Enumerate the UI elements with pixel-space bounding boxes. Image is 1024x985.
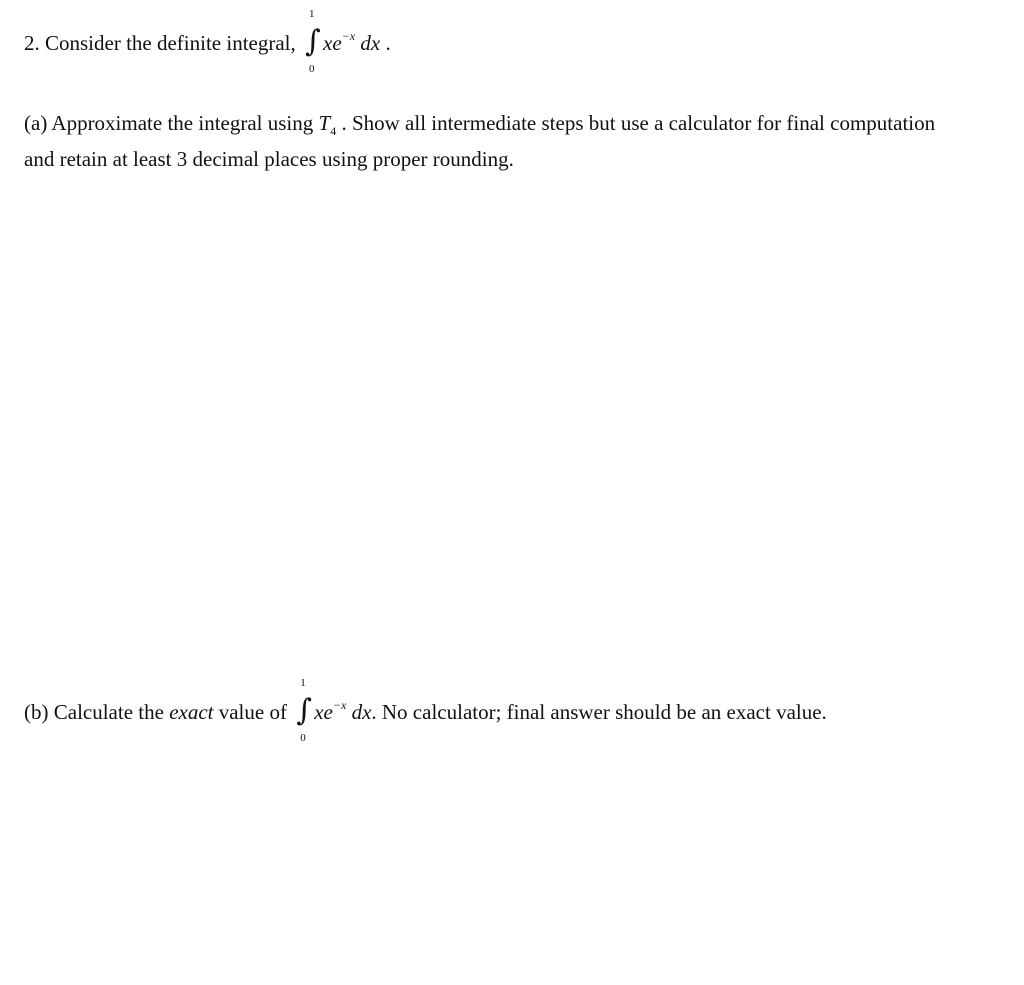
integral-lower-limit-b: 0 — [300, 732, 306, 744]
part-a-text — [24, 107, 999, 176]
integral-upper-limit-b: 1 — [300, 677, 306, 689]
part-a-line2: and retain at least 3 decimal places using proper rounding. — [24, 147, 514, 171]
problem-statement — [24, 8, 391, 75]
part-b-after: . No calculator; final answer should be an exact value. — [371, 700, 827, 724]
integral-sign-icon: ∫ — [305, 24, 321, 59]
part-b-text — [24, 677, 827, 744]
differential-b: dx — [351, 700, 372, 724]
part-a-after: . Show all intermediate steps but use a calculator for final computation — [341, 111, 936, 135]
integral-upper-limit: 1 — [309, 8, 315, 20]
statement-end: . — [385, 31, 391, 55]
integral-lower-limit: 0 — [309, 63, 315, 75]
integrand-b: xe — [314, 700, 333, 724]
part-b-before: (b) Calculate the — [24, 700, 164, 724]
integral-sign-icon: ∫ — [296, 693, 312, 728]
part-b-emph: exact — [169, 700, 214, 724]
trapezoid-subscript: 4 — [330, 124, 337, 138]
problem-number-text: 2. Consider the definite integral, — [24, 31, 296, 55]
integrand: xe — [323, 31, 342, 55]
integrand-exponent-b: −x — [332, 698, 347, 712]
definite-integral — [305, 8, 321, 75]
part-b-mid: value of — [218, 700, 287, 724]
definite-integral-b — [296, 677, 312, 744]
differential: dx — [360, 31, 381, 55]
integrand-exponent: −x — [341, 29, 356, 43]
trapezoid-T: T — [318, 111, 331, 135]
part-a-before: (a) Approximate the integral using — [24, 111, 314, 135]
